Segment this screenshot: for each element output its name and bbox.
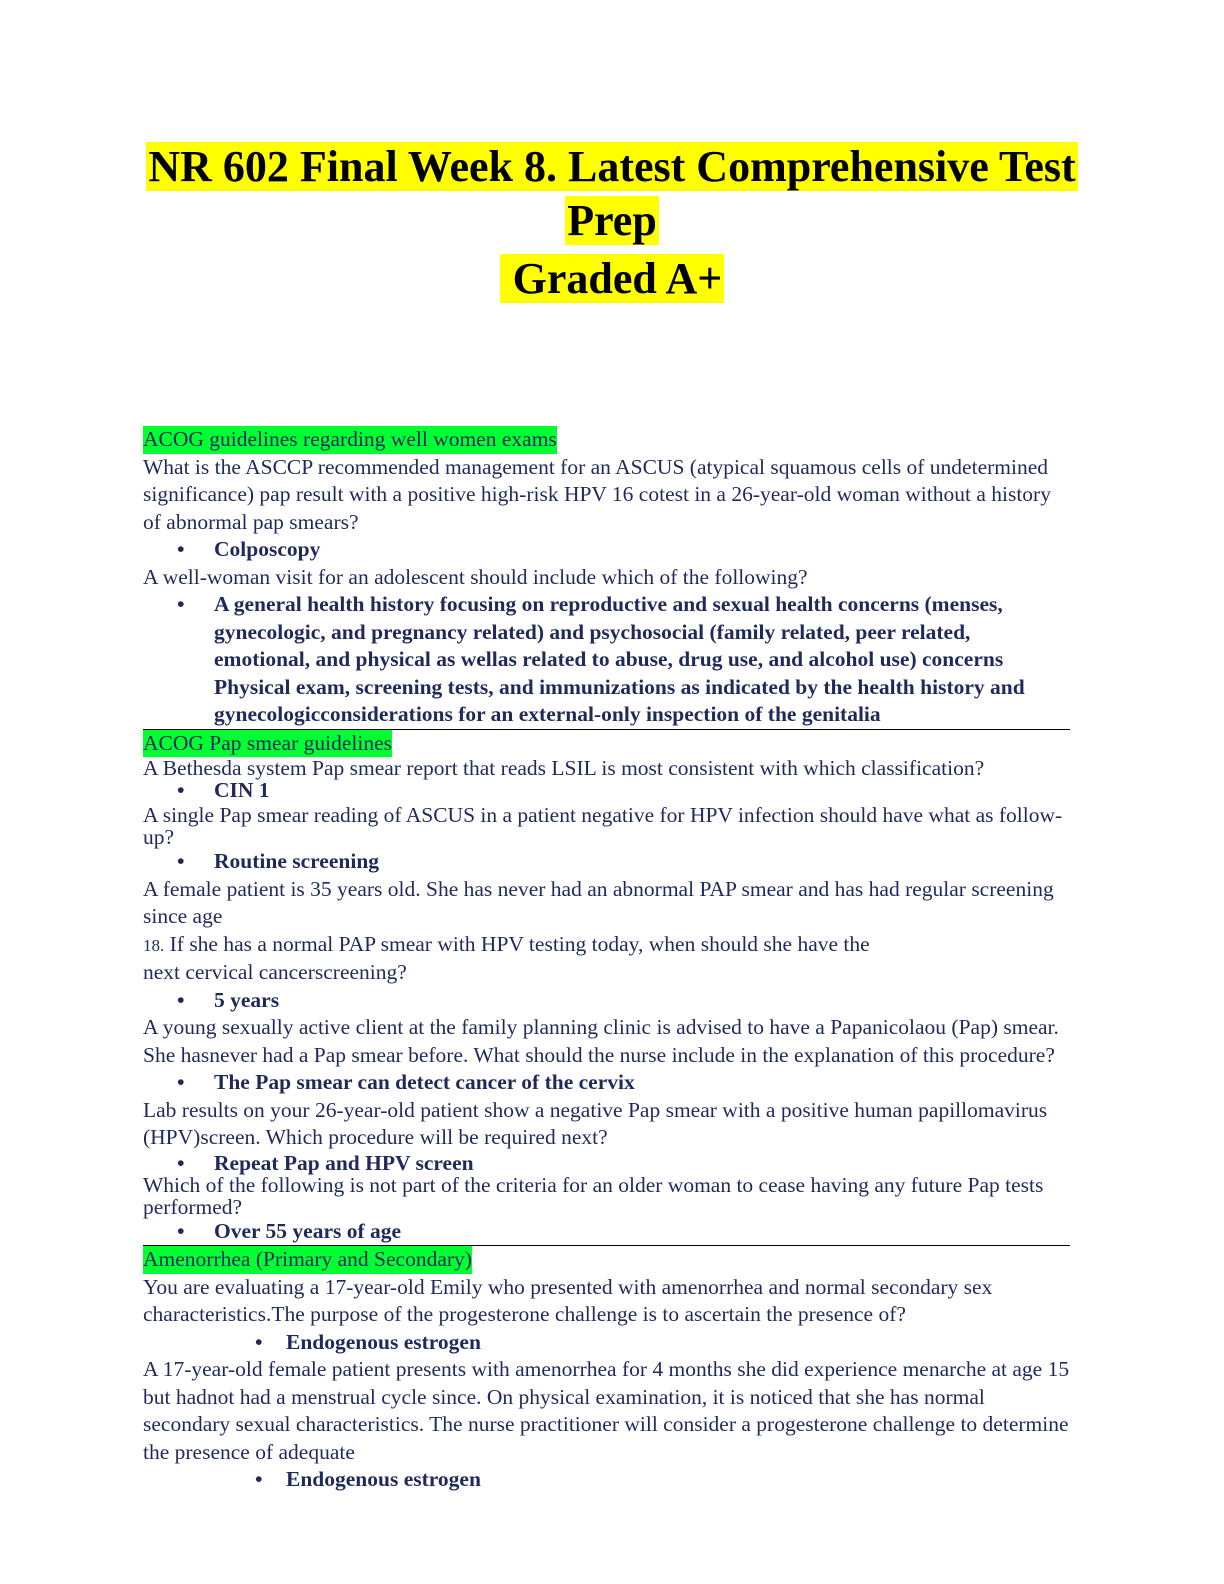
section-well-women — [143, 426, 1070, 730]
bullet-icon: • — [177, 1150, 185, 1175]
answer-item: • A general health history focusing on reproductive and sexual health concerns (menses, gynecologic, and pregnancy related) and psychosocial (family related, peer related, emotional, and physical as wellas related to abuse, drug use, and alcohol use) concerns — [177, 592, 1004, 671]
question: A single Pap smear reading of ASCUS in a patient negative for HPV infection should have what as follow-up? — [143, 803, 1063, 849]
answer-item: • Repeat Pap and HPV screen — [177, 1150, 474, 1175]
question: A Bethesda system Pap smear report that reads LSIL is most consistent with which classification? — [143, 756, 985, 780]
answer-continuation: Physical exam, screening tests, and immunizations as indicated by the health history and gynecologicconsiderations for an external-only inspection of the genitalia — [143, 674, 1070, 730]
bullet-icon: • — [177, 849, 185, 873]
question: Lab results on your 26-year-old patient show a negative Pap smear with a positive human papillomavirus (HPV)screen. Which procedure will be required next? — [143, 1097, 1048, 1149]
topic-heading: Amenorrhea (Primary and Secondary) — [143, 1246, 472, 1274]
bullet-icon: • — [255, 1329, 263, 1354]
answer-item: • Endogenous estrogen — [143, 1466, 1070, 1494]
answer-item: • CIN 1 — [177, 778, 270, 802]
bullet-icon: • — [177, 987, 185, 1012]
question: A young sexually active client at the family planning clinic is advised to have a Papanicolaou (Pap) smear. She hasnever had a Pap smear before. What should the nurse include in the explanation of this procedure? — [143, 1015, 1059, 1067]
document-title — [0, 140, 1224, 306]
answer-item: • Routine screening — [143, 848, 1070, 876]
bullet-icon: • — [177, 1218, 185, 1243]
document-body — [143, 426, 1070, 1494]
question: A female patient is 35 years old. She has never had an abnormal PAP smear and has had regular screening since age — [143, 876, 1054, 928]
question: You are evaluating a 17-year-old Emily who presented with amenorrhea and normal secondary sex characteristics.The purpose of the progesterone challenge is to ascertain the presence of? — [143, 1274, 993, 1326]
answer-item: • 5 years — [143, 987, 1070, 1015]
section-pap-guidelines — [143, 730, 1070, 1247]
title-line-2: Prep — [567, 196, 657, 245]
question-continuation: 18. If she has a normal PAP smear with HPV testing today, when should she have the — [143, 931, 870, 956]
topic-heading: ACOG Pap smear guidelines — [143, 730, 392, 758]
topic-heading: ACOG guidelines regarding well women exams — [143, 426, 557, 454]
title-line-1: NR 602 Final Week 8. Latest Comprehensive Test — [148, 142, 1076, 191]
title-line-3: Graded A+ — [501, 254, 723, 303]
question: A 17-year-old female patient presents with amenorrhea for 4 months she did experience menarche at age 15 but hadnot had a menstrual cycle since. On physical examination, it is noticed that she has normal secondary sexual characteristics. The nurse practitioner will consider a progesterone challenge to determine the presence of adequate — [143, 1357, 1070, 1464]
question: Which of the following is not part of the criteria for an older woman to cease having any future Pap tests performed? — [143, 1172, 1044, 1219]
bullet-icon: • — [177, 1070, 185, 1094]
bullet-icon: • — [177, 537, 185, 561]
section-amenorrhea — [143, 1246, 1070, 1494]
answer-item: • The Pap smear can detect cancer of the cervix — [143, 1069, 1070, 1097]
bullet-icon: • — [177, 592, 185, 616]
answer-item: • Endogenous estrogen — [143, 1329, 1070, 1357]
question: What is the ASCCP recommended management for an ASCUS (atypical squamous cells of undetermined significance) pap result with a positive high-risk HPV 16 cotest in a 26-year-old woman without a history of abnormal pap smears? — [143, 454, 1051, 534]
answer-item: • Colposcopy — [143, 536, 1070, 564]
answer-item: • Over 55 years of age — [143, 1218, 1070, 1247]
question-continuation: next cervical cancerscreening? — [143, 960, 407, 984]
bullet-icon: • — [177, 778, 185, 802]
question: A well-woman visit for an adolescent should include which of the following? — [143, 564, 808, 589]
bullet-icon: • — [255, 1467, 263, 1491]
